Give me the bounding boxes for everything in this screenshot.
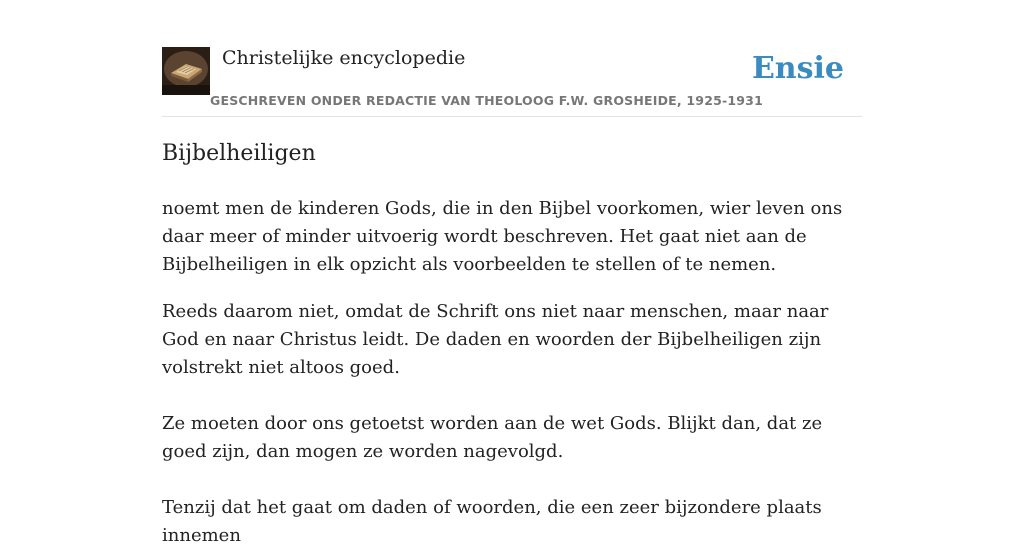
paragraph-spacer [162, 279, 864, 298]
article-paragraph-1: noemt men de kinderen Gods, die in den Bijbel voorkomen, wier leven ons daar meer of minder uitvoerig wordt beschreven. Het gaat niet aan de Bijbelheiligen in elk opzicht als voorbeelden te stellen of te nemen. [162, 198, 843, 275]
site-header [162, 46, 862, 117]
article-content [162, 138, 864, 550]
site-title: Christelijke encyclopedie [222, 47, 466, 69]
ensie-logo-link[interactable]: Ensie [751, 51, 844, 86]
article-paragraph-2: Reeds daarom niet, omdat de Schrift ons niet naar menschen, maar naar God en naar Christus leidt. De daden en woorden der Bijbelheiligen zijn volstrekt niet altoos goed. [162, 301, 829, 378]
article-paragraph-3: Ze moeten door ons getoetst worden aan de wet Gods. Blijkt dan, dat ze goed zijn, dan mogen ze worden nagevolgd. [162, 413, 823, 462]
book-avatar-icon[interactable] [162, 47, 210, 95]
site-subtitle: GESCHREVEN ONDER REDACTIE VAN THEOLOOG F.W. GROSHEIDE, 1925-1931 [210, 93, 763, 108]
article-paragraph-4: Tenzij dat het gaat om daden of woorden, die een zeer bijzondere plaats innemen [162, 497, 822, 546]
paragraph-spacer [162, 466, 864, 494]
article-title: Bijbelheiligen [162, 141, 316, 166]
book-avatar-graphic [162, 47, 210, 95]
paragraph-spacer [162, 382, 864, 410]
